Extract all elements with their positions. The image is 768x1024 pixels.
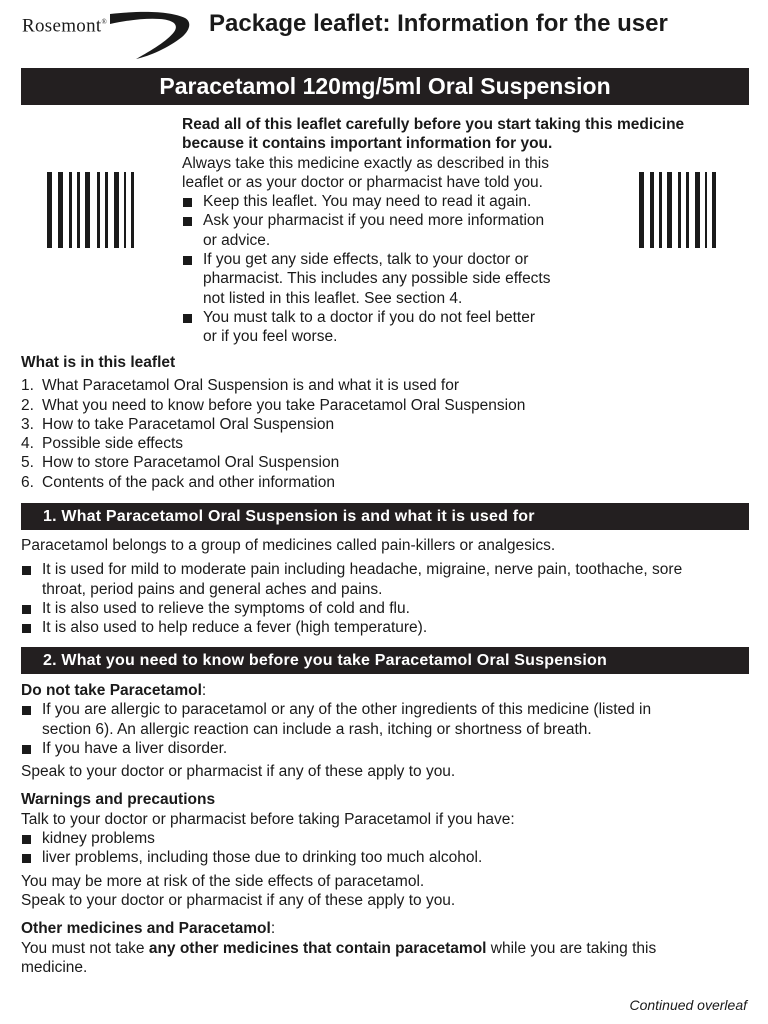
list-item: kidney problems	[21, 829, 746, 848]
other-medicines-heading: Other medicines and Paracetamol:	[21, 920, 276, 938]
list-item: It is also used to help reduce a fever (high temperature).	[21, 618, 746, 637]
list-item: Ask your pharmacist if you need more information or advice.	[182, 211, 702, 250]
section-1-intro: Paracetamol belongs to a group of medicines called pain-killers or analgesics.	[21, 537, 556, 554]
section-1-title: 1. What Paracetamol Oral Suspension is and what it is used for	[43, 507, 535, 525]
list-item: If you are allergic to paracetamol or any of the other ingredients of this medicine (listed in section 6). An allergic reaction can include a rash, itching or shortness of breath.	[21, 700, 746, 739]
section-1-bullet-list	[21, 560, 746, 637]
logo-text: Rosemont®	[22, 15, 108, 37]
speak-to-doctor-text-2: Speak to your doctor or pharmacist if any of these apply to you.	[21, 891, 456, 909]
intro-bullet-list	[182, 192, 702, 346]
speak-to-doctor-text: Speak to your doctor or pharmacist if any of these apply to you.	[21, 763, 456, 781]
toc-item: 6. Contents of the pack and other information	[21, 473, 335, 491]
rosemont-logo	[22, 4, 187, 58]
product-title: Paracetamol 120mg/5ml Oral Suspension	[159, 72, 611, 99]
section-1-body	[21, 536, 746, 637]
warnings-heading: Warnings and precautions	[21, 791, 216, 809]
list-item: It is also used to relieve the symptoms of cold and flu.	[21, 599, 746, 618]
section-2-title: 2. What you need to know before you take Paracetamol Oral Suspension	[43, 651, 607, 669]
toc-item: 1. What Paracetamol Oral Suspension is and what it is used for	[21, 377, 459, 395]
toc-list	[21, 376, 746, 492]
intro-line-1: Always take this medicine exactly as described in this	[182, 154, 549, 172]
do-not-take-heading: Do not take Paracetamol:	[21, 682, 207, 699]
toc-item: 4. Possible side effects	[21, 435, 184, 453]
other-medicines-text: You must not take any other medicines that contain paracetamol while you are taking this	[21, 939, 657, 957]
continued-overleaf: Continued overleaf	[629, 997, 747, 1013]
intro-warning-line-2: because it contains important information for you.	[182, 135, 553, 153]
section-1-header	[21, 503, 749, 530]
list-item: If you get any side effects, talk to your doctor or pharmacist. This includes any possible side effects not listed in this leaflet. See section 4.	[182, 250, 702, 308]
toc-item: 2. What you need to know before you take Paracetamol Oral Suspension	[21, 396, 526, 414]
intro-line-2: leaflet or as your doctor or pharmacist have told you.	[182, 173, 543, 191]
warnings-list	[21, 829, 746, 868]
toc-item: 3. How to take Paracetamol Oral Suspension	[21, 415, 335, 433]
do-not-take-list	[21, 700, 746, 758]
section-2-body	[21, 681, 746, 977]
page-title: Package leaflet: Information for the user	[209, 10, 668, 37]
list-item: It is used for mild to moderate pain including headache, migraine, nerve pain, toothache, sore throat, period pains and general aches and pains.	[21, 560, 746, 599]
product-title-bar	[21, 68, 749, 105]
section-2-header	[21, 647, 749, 674]
other-medicines-text-2: medicine.	[21, 958, 88, 976]
list-item: liver problems, including those due to drinking too much alcohol.	[21, 848, 746, 867]
toc-block	[21, 353, 746, 492]
barcode-left	[47, 172, 134, 248]
list-item: If you have a liver disorder.	[21, 739, 746, 758]
intro-block	[182, 115, 702, 347]
list-item: You must talk to a doctor if you do not feel better or if you feel worse.	[182, 308, 702, 347]
list-item: Keep this leaflet. You may need to read it again.	[182, 192, 702, 211]
risk-text: You may be more at risk of the side effects of paracetamol.	[21, 872, 425, 890]
intro-warning-line-1: Read all of this leaflet carefully before you start taking this medicine	[182, 116, 685, 133]
toc-item: 5. How to store Paracetamol Oral Suspension	[21, 454, 340, 472]
warnings-intro: Talk to your doctor or pharmacist before taking Paracetamol if you have:	[21, 810, 515, 828]
toc-heading: What is in this leaflet	[21, 354, 176, 371]
